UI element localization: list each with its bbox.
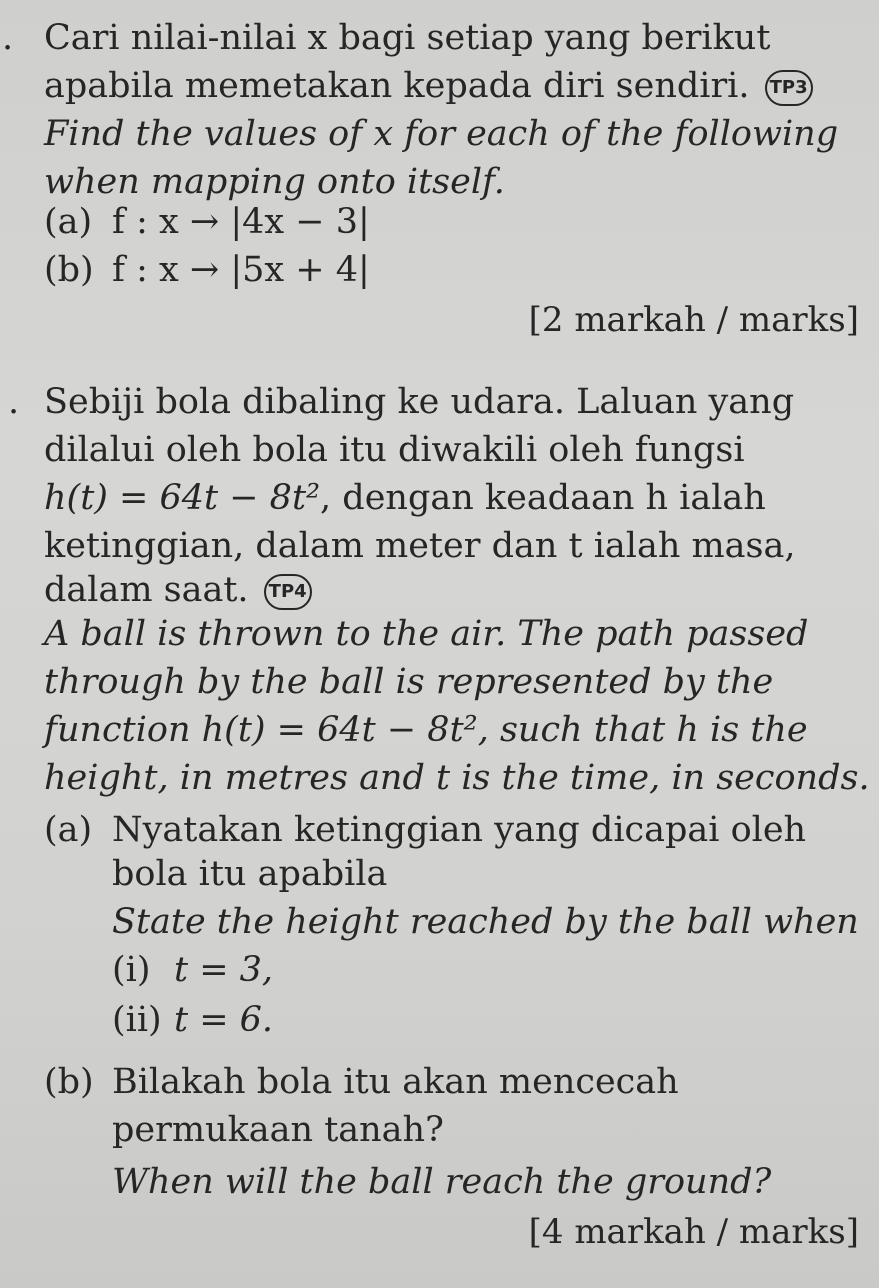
- q2-sub-ii-expr: t = 6.: [174, 1000, 274, 1040]
- q1-part-b-label: (b): [44, 250, 94, 290]
- q1-tp-badge: TP3: [765, 70, 813, 106]
- q2-part-b-malay2: permukaan tanah?: [112, 1110, 444, 1150]
- q1-english-line2: when mapping onto itself.: [44, 162, 505, 202]
- q2-part-a-english: State the height reached by the ball when: [112, 902, 859, 942]
- q2-english-line1: A ball is thrown to the air. The path passed: [44, 614, 809, 654]
- q2-malay-line5: dalam saat.: [44, 570, 249, 610]
- q2-part-b-label: (b): [44, 1062, 94, 1102]
- q2-english-line4: height, in metres and t is the time, in seconds.: [44, 758, 870, 798]
- q2-malay-line5-wrap: [44, 566, 312, 614]
- q2-malay-function: h(t) = 64t − 8t²: [44, 478, 321, 518]
- q1-part-a-expr: f : x → |4x − 3|: [112, 202, 370, 242]
- q1-malay-line2-wrap: [44, 62, 813, 110]
- q2-english-line3: [44, 706, 808, 754]
- q2-english-line3-post: , such that h is the: [477, 710, 808, 750]
- q1-part-b-expr: f : x → |5x + 4|: [112, 250, 370, 290]
- q2-malay-line3-rest: , dengan keadaan h ialah: [320, 478, 766, 518]
- q2-part-a-malay2: bola itu apabila: [112, 854, 388, 894]
- q2-sub-ii-label: (ii): [112, 1000, 162, 1040]
- q2-malay-line1: Sebiji bola dibaling ke udara. Laluan yang: [44, 382, 795, 422]
- q2-malay-line3: [44, 474, 766, 522]
- q2-sub-i-label: (i): [112, 950, 151, 990]
- q2-marks: [4 markah / marks]: [528, 1212, 859, 1252]
- q1-english-line1: Find the values of x for each of the following: [44, 114, 839, 154]
- q2-bullet: .: [8, 382, 20, 422]
- q2-malay-line4: ketinggian, dalam meter dan t ialah masa,: [44, 526, 796, 566]
- q1-part-a-label: (a): [44, 202, 93, 242]
- q2-english-function: h(t) = 64t − 8t²: [201, 710, 478, 750]
- q2-tp-badge: TP4: [264, 574, 312, 610]
- q2-sub-i-expr: t = 3,: [174, 950, 274, 990]
- q1-bullet: .: [2, 18, 14, 58]
- q1-malay-line2: apabila memetakan kepada diri sendiri.: [44, 66, 750, 106]
- q2-english-line2: through by the ball is represented by the: [44, 662, 774, 702]
- q2-english-line3-pre: function: [44, 710, 202, 750]
- q2-part-b-malay1: Bilakah bola itu akan mencecah: [112, 1062, 679, 1102]
- q2-part-a-label: (a): [44, 810, 93, 850]
- q1-malay-line1: Cari nilai-nilai x bagi setiap yang berikut: [44, 18, 771, 58]
- q1-marks: [2 markah / marks]: [528, 300, 859, 340]
- q2-malay-line2: dilalui oleh bola itu diwakili oleh fungsi: [44, 430, 745, 470]
- q2-part-b-english: When will the ball reach the ground?: [112, 1162, 772, 1202]
- q2-part-a-malay1: Nyatakan ketinggian yang dicapai oleh: [112, 810, 807, 850]
